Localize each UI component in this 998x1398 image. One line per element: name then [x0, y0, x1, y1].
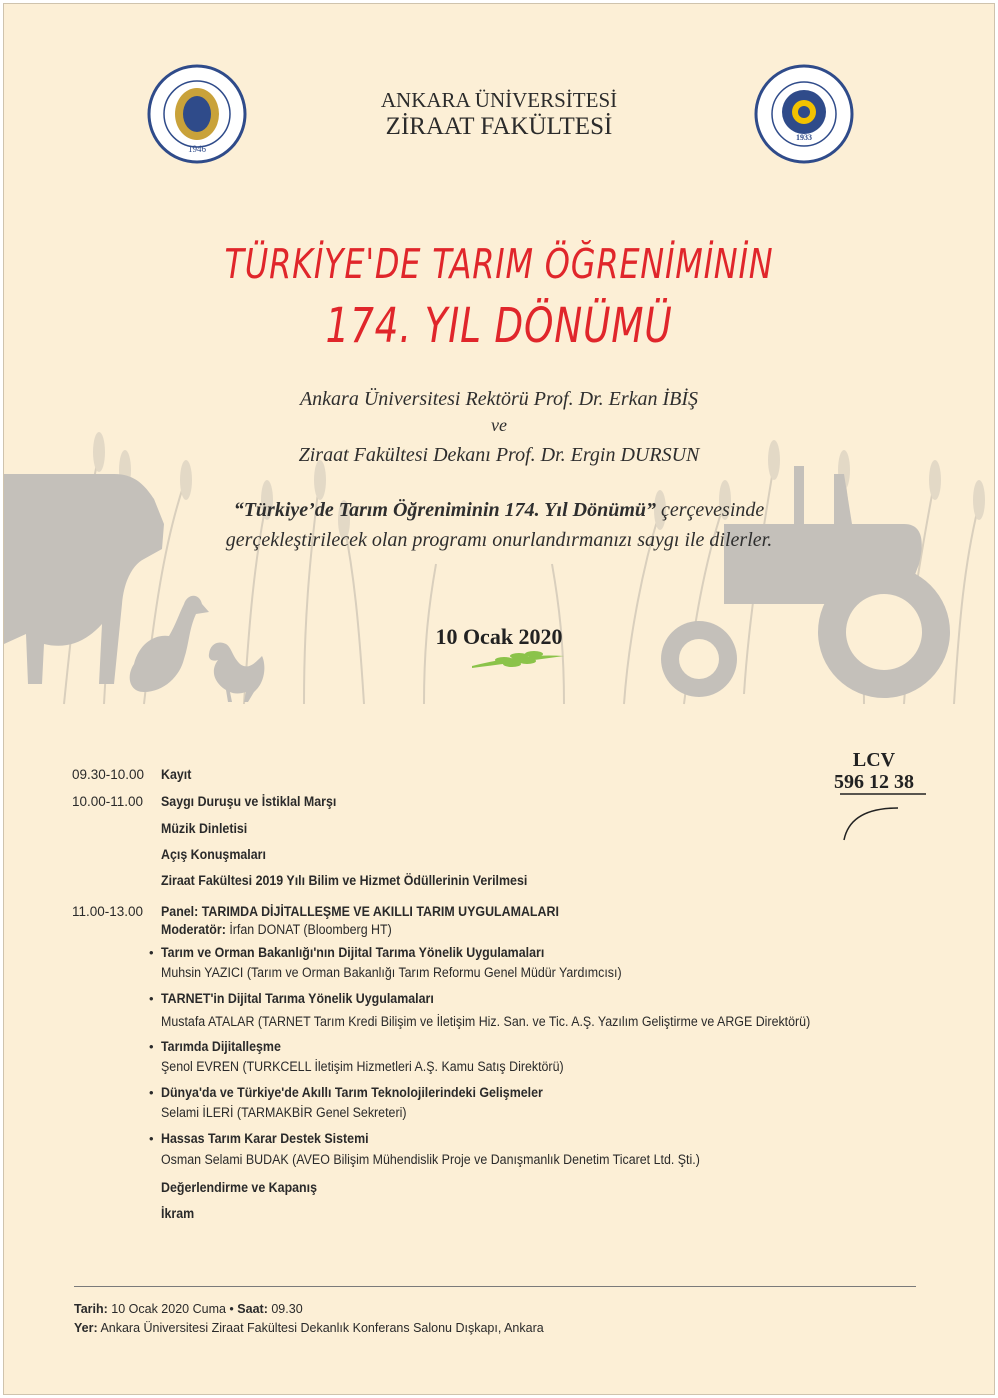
invitation-event-line [4, 499, 994, 522]
bullet-icon: • [149, 1039, 154, 1054]
talk-speaker: Mustafa ATALAR (TARNET Tarım Kredi Bilişim ve İletişim Hiz. San. ve Tic. A.Ş. Yazılım Geliştirme ve ARGE Direktörü) [161, 1014, 811, 1029]
lcv-label: LCV [852, 749, 896, 771]
talk-title: TARNET'in Dijital Tarıma Yönelik Uygulamaları [161, 991, 434, 1006]
program-item-music: Müzik Dinletisi [161, 821, 248, 836]
panel-heading [161, 904, 559, 919]
university-name: ANKARA ÜNİVERSİTESİ [380, 88, 618, 112]
lcv-block [824, 749, 924, 793]
footer-time-label: Saat: [237, 1302, 268, 1316]
talk-title: Tarımda Dijitalleşme [161, 1039, 281, 1054]
event-title-line2: 174. YIL DÖNÜMÜ [325, 298, 673, 354]
program-time-3: 11.00-13.00 [72, 904, 144, 919]
program-item-anthem: Saygı Duruşu ve İstiklal Marşı [161, 794, 337, 809]
talk-speaker: Muhsin YAZICI (Tarım ve Orman Bakanlığı Tarım Reformu Genel Müdür Yardımcısı) [161, 965, 622, 980]
program-item-kayit: Kayıt [161, 767, 192, 782]
program-item-ikram: İkram [161, 1206, 195, 1221]
invitation-request: gerçekleştirilecek olan programı onurlandırmanızı saygı ile dilerler. [225, 529, 773, 551]
invitation-rector: Ankara Üniversitesi Rektörü Prof. Dr. Erkan İBİŞ [299, 388, 699, 410]
event-title-line1: TÜRKİYE'DE TARIM ÖĞRENİMİNİN [224, 240, 774, 288]
footer-place-label: Yer: [74, 1321, 98, 1335]
bullet-icon: • [149, 1085, 154, 1100]
wheat-sprig-icon [472, 651, 564, 668]
bullet-icon: • [149, 1131, 154, 1146]
footer-place-value: Ankara Üniversitesi Ziraat Fakültesi Dekanlık Konferans Salonu Dışkapı, Ankara [100, 1321, 544, 1335]
invitation-event-quote: “Türkiye’de Tarım Öğreniminin 174. Yıl Dönümü” [233, 499, 657, 521]
invitation-event-rest: çerçevesinde [656, 499, 765, 521]
footer-place [74, 1321, 544, 1335]
event-date: 10 Ocak 2020 [435, 624, 563, 649]
invitation-page [3, 3, 995, 1395]
talk-speaker: Şenol EVREN (TURKCELL İletişim Hizmetleri A.Ş. Kamu Satış Direktörü) [161, 1059, 564, 1074]
footer-separator: • [229, 1302, 234, 1316]
invitation-conjunction: ve [491, 415, 507, 435]
talk-title: Dünya'da ve Türkiye'de Akıllı Tarım Teknolojilerindeki Gelişmeler [161, 1085, 543, 1100]
footer-date-label: Tarih: [74, 1302, 108, 1316]
panel-moderator [161, 922, 392, 937]
seal-year-right: 1933 [796, 133, 812, 142]
panel-label: Panel: [161, 904, 199, 919]
talk-title: Tarım ve Orman Bakanlığı'nın Dijital Tarıma Yönelik Uygulamaları [161, 945, 545, 960]
lcv-number: 596 12 38 [834, 771, 914, 793]
moderator-label: Moderatör: [161, 922, 226, 937]
program-time-2: 10.00-11.00 [72, 794, 144, 809]
talk-title: Hassas Tarım Karar Destek Sistemi [161, 1131, 369, 1146]
talk-speaker: Selami İLERİ (TARMAKBİR Genel Sekreteri) [161, 1105, 407, 1120]
talk-speaker: Osman Selami BUDAK (AVEO Bilişim Mühendislik Proje ve Danışmanlık Denetim Ticaret Ltd. Şti.) [161, 1152, 700, 1167]
bullet-icon: • [149, 945, 154, 960]
moderator-name: İrfan DONAT (Bloomberg HT) [229, 922, 392, 937]
seal-year-left: 1946 [188, 144, 206, 154]
rooster-silhouette [209, 642, 265, 702]
lcv-underline-icon [838, 792, 928, 842]
invitation-dean: Ziraat Fakültesi Dekanı Prof. Dr. Ergin DURSUN [298, 444, 700, 466]
program-item-opening: Açış Konuşmaları [161, 847, 266, 862]
program-item-closing: Değerlendirme ve Kapanış [161, 1180, 318, 1195]
faculty-name: ZİRAAT FAKÜLTESİ [385, 113, 613, 140]
program-time-1: 09.30-10.00 [72, 767, 145, 782]
footer-time-value: 09.30 [271, 1302, 303, 1316]
footer-date-value: 10 Ocak 2020 Cuma [111, 1302, 226, 1316]
footer-divider [74, 1286, 916, 1287]
footer-date-time [74, 1302, 303, 1316]
panel-title: TARIMDA DİJİTALLEŞME VE AKILLI TARIM UYGULAMALARI [201, 904, 559, 919]
bullet-icon: • [149, 991, 154, 1006]
program-item-awards: Ziraat Fakültesi 2019 Yılı Bilim ve Hizmet Ödüllerinin Verilmesi [161, 873, 528, 888]
